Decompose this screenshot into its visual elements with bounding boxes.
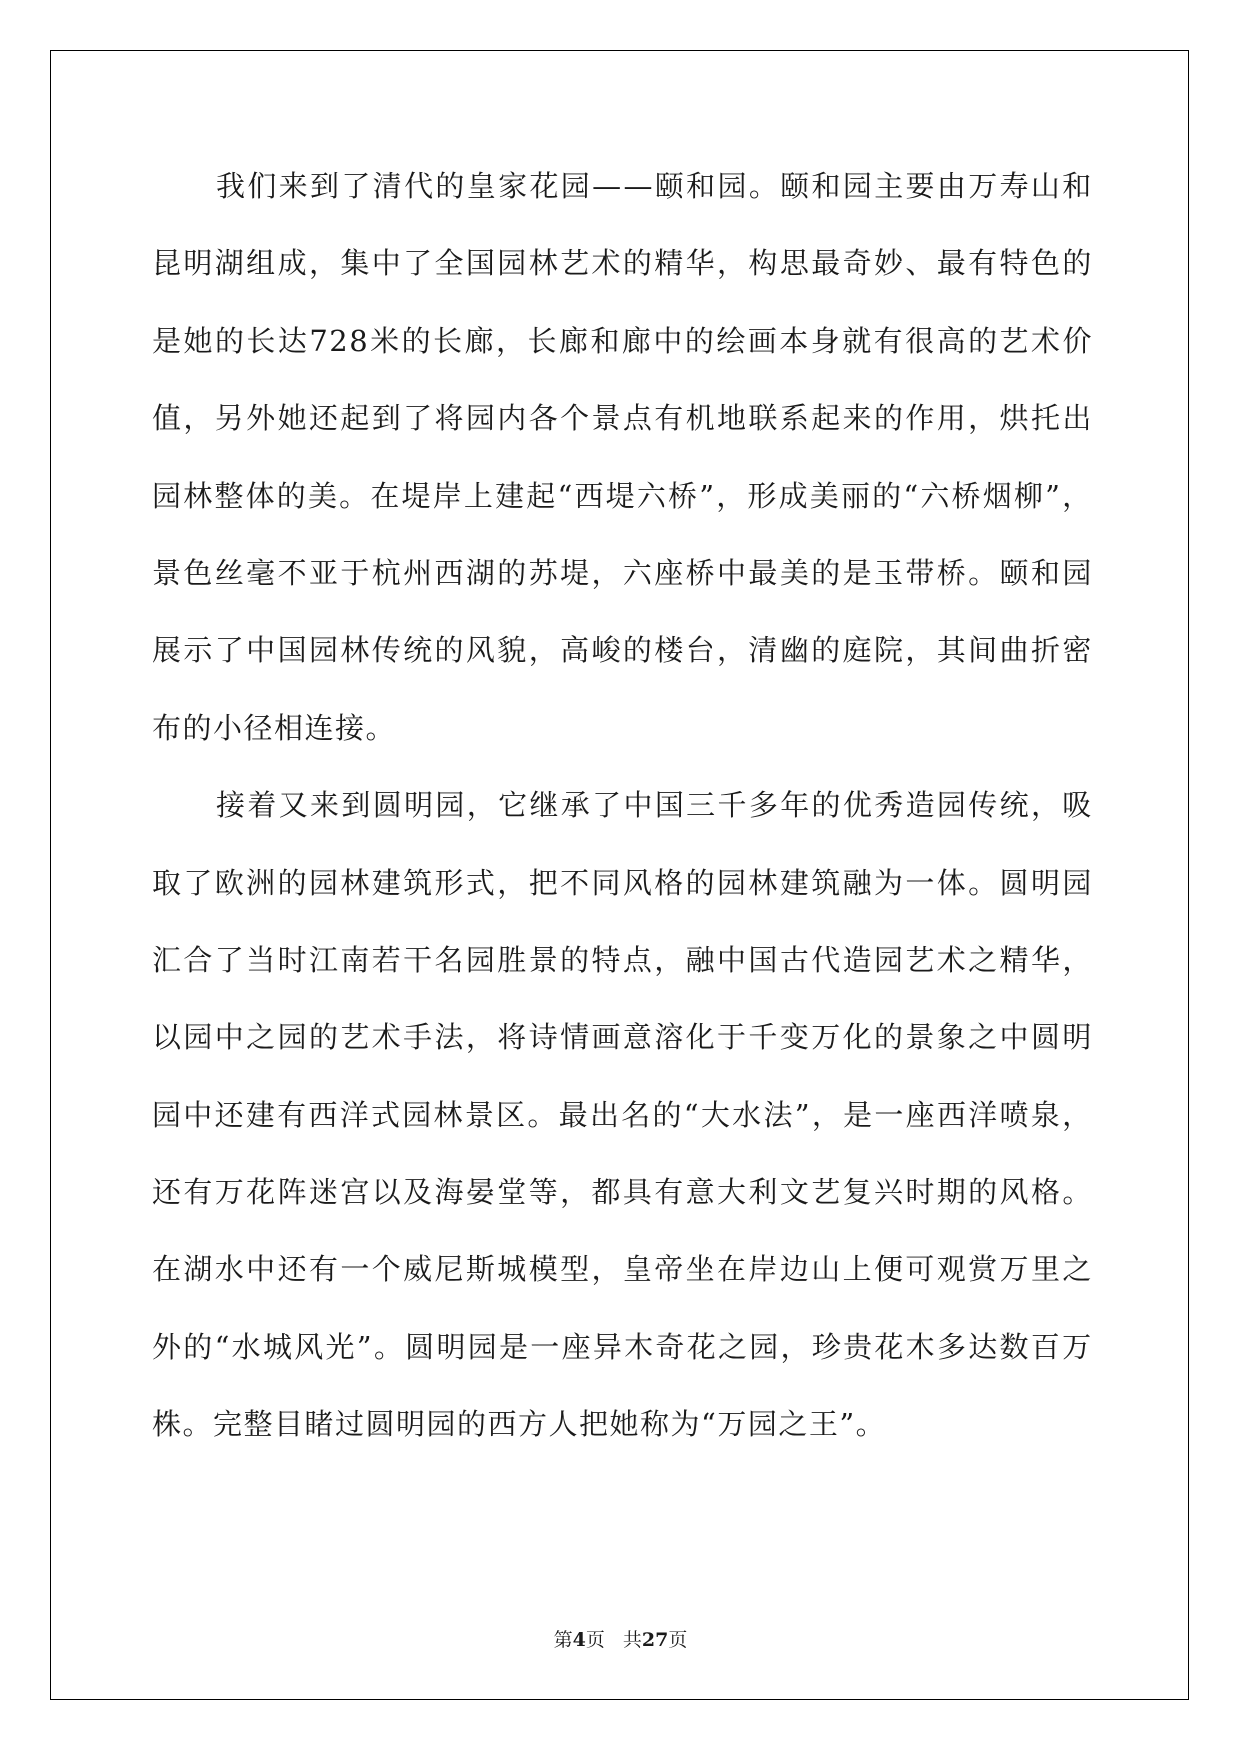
paragraph-2-line-4: 以 园 中 之 园 的 艺 术 手 法 ， 将 诗 情 画 意 溶 化 于 千 变 万 化 的 景 象 之 中 圆 明: [152, 1020, 1093, 1055]
paragraph-2-line-3: 汇 合 了 当 时 江 南 若 干 名 园 胜 景 的 特 点 ， 融 中 国 古 代 造 园 艺 术 之 精 华 ，: [152, 942, 1093, 977]
paragraph-2-line-9: 株。完整目睹过圆明园的西方人把她称为“万园之王”。: [152, 1407, 887, 1442]
footer-page-current: 4: [572, 1629, 586, 1651]
paragraph-1-line-3: 是 她 的 长 达 728 米 的 长 廊 ， 长 廊 和 廊 中 的 绘 画 本 身 就 有 很 高 的 艺 术 价: [152, 323, 1093, 358]
paragraph-2-line-1: 接 着 又 来 到 圆 明 园 ， 它 继 承 了 中 国 三 千 多 年 的 优 秀 造 园 传 统 ， 吸: [216, 788, 1093, 823]
paragraph-2-line-6: 还 有 万 花 阵 迷 宫 以 及 海 晏 堂 等 ， 都 具 有 意 大 利 文 艺 复 兴 时 期 的 风 格 。: [152, 1175, 1093, 1210]
footer-total-prefix: 共: [622, 1629, 642, 1651]
footer-page-unit: 页: [585, 1629, 605, 1651]
document-body: [152, 160, 1112, 1476]
paragraph-1-line-1: 我 们 来 到 了 清 代 的 皇 家 花 园 — — 颐 和 园 。 颐 和 园 主 要 由 万 寿 山 和: [216, 169, 1093, 203]
page-footer: [0, 1625, 1241, 1652]
paragraph-2-line-7: 在 湖 水 中 还 有 一 个 威 尼 斯 城 模 型 ， 皇 帝 坐 在 岸 边 山 上 便 可 观 赏 万 里 之: [152, 1252, 1093, 1287]
paragraph-1-line-5: 园 林 整 体 的 美 。 在 堤 岸 上 建 起 “ 西 堤 六 桥 ” ， 形 成 美 丽 的 “ 六 桥 烟 柳 ” ，: [152, 478, 1093, 513]
footer-total-unit: 页: [668, 1629, 688, 1651]
footer-page-prefix: 第: [553, 1629, 573, 1651]
paragraph-1-line-6: 景 色 丝 毫 不 亚 于 杭 州 西 湖 的 苏 堤 ， 六 座 桥 中 最 美 的 是 玉 带 桥 。 颐 和 园: [152, 555, 1093, 590]
paragraph-1-line-4: 值 ， 另 外 她 还 起 到 了 将 园 内 各 个 景 点 有 机 地 联 系 起 来 的 作 用 ， 烘 托 出: [152, 401, 1093, 436]
paragraph-1-line-2: 昆 明 湖 组 成 ， 集 中 了 全 国 园 林 艺 术 的 精 华 ， 构 思 最 奇 妙 、 最 有 特 色 的: [152, 246, 1093, 281]
paragraph-1-line-8: 布的小径相连接。: [152, 710, 397, 745]
paragraph-2-line-8: 外 的 “ 水 城 风 光 ” 。 圆 明 园 是 一 座 异 木 奇 花 之 园 ， 珍 贵 花 木 多 达 数 百 万: [152, 1329, 1093, 1364]
paragraph-2-line-2: 取 了 欧 洲 的 园 林 建 筑 形 式 ， 把 不 同 风 格 的 园 林 建 筑 融 为 一 体 。 圆 明 园: [152, 865, 1093, 900]
paragraph-1-line-7: 展 示 了 中 国 园 林 传 统 的 风 貌 ， 高 峻 的 楼 台 ， 清 幽 的 庭 院 ， 其 间 曲 折 密: [152, 633, 1093, 668]
paragraph-2-line-5: 园 中 还 建 有 西 洋 式 园 林 景 区 。 最 出 名 的 “ 大 水 法 ” ， 是 一 座 西 洋 喷 泉 ，: [152, 1097, 1093, 1132]
footer-page-total: 27: [641, 1629, 669, 1651]
